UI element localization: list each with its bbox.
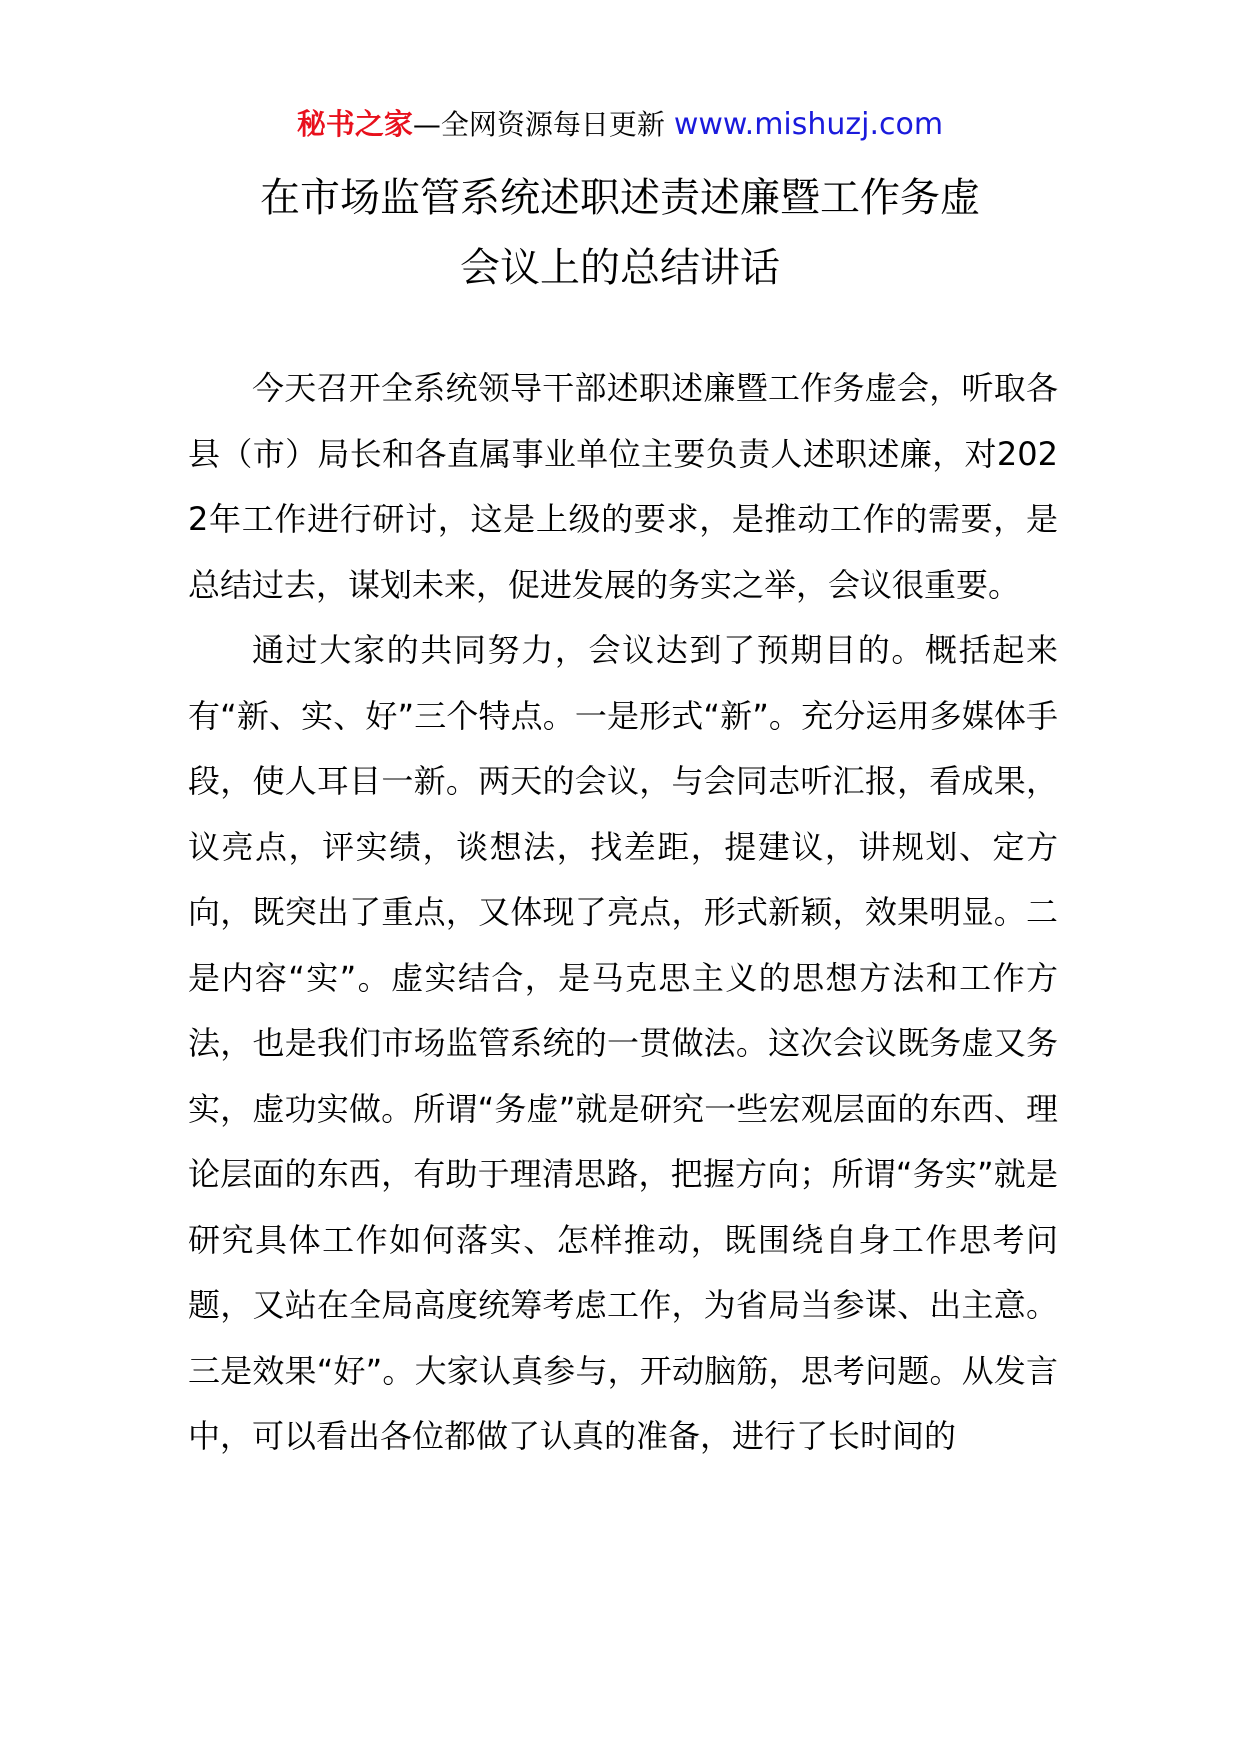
title-line-2: 会议上的总结讲话	[460, 245, 780, 291]
paragraph-2: 通过大家的共同努力，会议达到了预期目的。概括起来有“新、实、好”三个特点。一是形式“新”。充分运用多媒体手段，使人耳目一新。两天的会议，与会同志听汇报，看成果，议亮点，评实绩，谈想法，找差距，提建议，讲规划、定方向，既突出了重点，又体现了亮点，形式新颖，效果明显。二是内容“实”。虚实结合，是马克思主义的思想方法和工作方法，也是我们市场监管系统的一贯做法。这次会议既务虚又务实，虚功实做。所谓“务虚”就是研究一些宏观层面的东西、理论层面的东西，有助于理清思路，把握方向；所谓“务实”就是研究具体工作如何落实、怎样推动，既围绕自身工作思考问题，又站在全局高度统筹考虑工作，为省局当参谋、出主意。三是效果“好”。大家认真参与，开动脑筋，思考问题。从发言中，可以看出各位都做了认真的准备，进行了长时间的	[188, 631, 1058, 1455]
title-line-1: 在市场监管系统述职述责述廉暨工作务虚	[260, 175, 980, 221]
document-title	[150, 163, 1090, 303]
brand-name: 秘书之家	[296, 107, 413, 141]
document-body	[188, 356, 1058, 1470]
header-tagline: —全网资源每日更新	[412, 108, 674, 141]
paragraph-1: 今天召开全系统领导干部述职述廉暨工作务虚会，听取各县（市）局长和各直属事业单位主要负责人述职述廉，对2022年工作进行研讨，这是上级的要求，是推动工作的需要，是总结过去，谋划未来，促进发展的务实之举，会议很重要。	[188, 369, 1058, 604]
site-url-link[interactable]: www.mishuzj.com	[673, 107, 944, 142]
site-header	[0, 104, 1240, 145]
